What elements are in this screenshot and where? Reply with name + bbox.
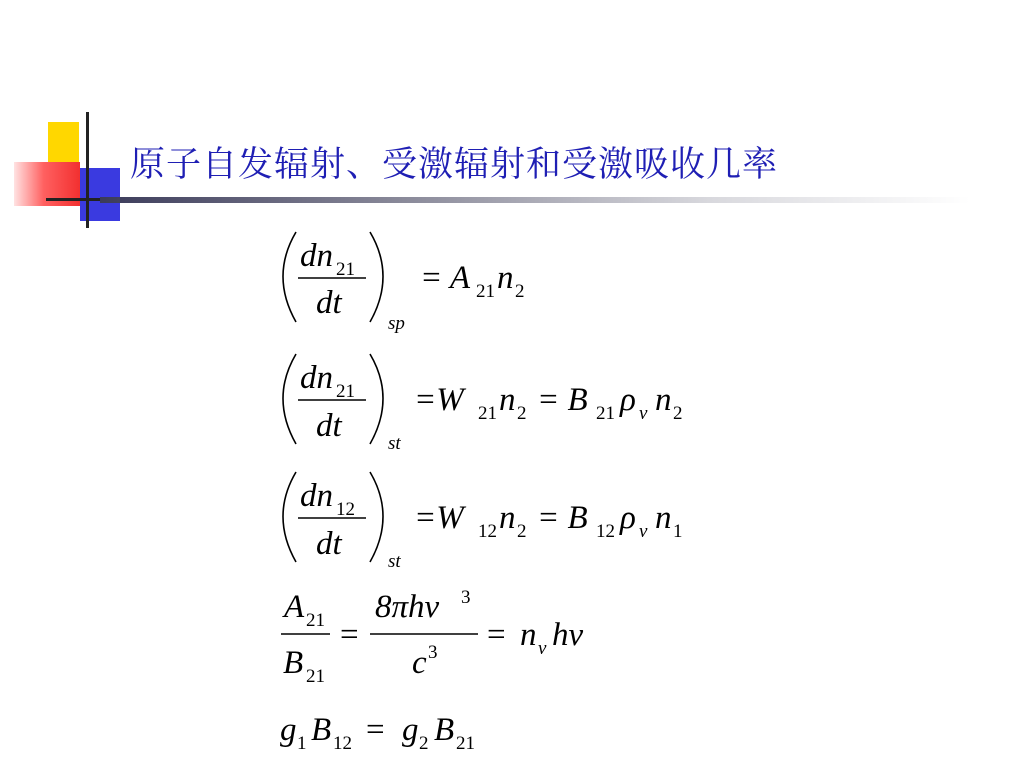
g1: g <box>280 712 297 748</box>
denominator-dt: dt <box>316 526 342 562</box>
subscript-st: st <box>388 551 401 572</box>
numerator-dn: dn <box>300 360 333 396</box>
slide-title: 原子自发辐射、受激辐射和受激吸收几率 <box>130 145 779 185</box>
denominator-B: B <box>283 645 304 681</box>
equation-stimulated-emission <box>283 354 683 454</box>
rhs-W-subscript: 21 <box>478 403 497 424</box>
left-paren <box>283 472 296 562</box>
numerator-A: A <box>284 589 305 625</box>
numerator-superscript: 3 <box>461 587 471 608</box>
B21: B <box>434 712 455 748</box>
rhs-n: n <box>499 500 516 536</box>
denominator-c: c <box>412 645 427 681</box>
B12-subscript: 12 <box>333 733 352 754</box>
rhs-B-subscript: 12 <box>596 521 615 542</box>
rhs-n1: n <box>655 500 672 536</box>
rhs-n: n <box>520 617 537 653</box>
rhs-W-subscript: 12 <box>478 521 497 542</box>
rhs-n-subscript: 2 <box>515 281 525 302</box>
B21-subscript: 21 <box>456 733 475 754</box>
rhs-B-subscript: 21 <box>596 403 615 424</box>
left-paren <box>283 232 296 322</box>
rhs-W: =W <box>414 382 464 418</box>
rho-symbol: ρ <box>620 500 636 536</box>
equation-stimulated-absorption <box>283 472 683 572</box>
right-paren <box>370 232 383 322</box>
subscript-sp: sp <box>388 313 405 334</box>
rhs-n: n <box>497 260 514 296</box>
rhs-nu-subscript: ν <box>538 638 547 659</box>
equals-sign-2: = <box>487 617 506 653</box>
rhs-B: = B <box>537 500 588 536</box>
rhs-n: n <box>499 382 516 418</box>
rhs-n2-subscript: 2 <box>673 403 683 424</box>
numerator-dn: dn <box>300 238 333 274</box>
rhs-hv: hν <box>552 617 584 653</box>
numerator-subscript: 12 <box>336 499 355 520</box>
B12: B <box>311 712 332 748</box>
rhs-n-subscript: 2 <box>517 521 527 542</box>
numerator-8pihv: 8πhν <box>375 589 440 625</box>
numerator-dn: dn <box>300 478 333 514</box>
equation-spontaneous-emission <box>283 232 525 334</box>
denominator-dt: dt <box>316 285 342 321</box>
rhs-B: = B <box>537 382 588 418</box>
equals-sign-1: = <box>340 617 359 653</box>
right-paren <box>370 354 383 444</box>
equation-degeneracy-relation <box>280 712 475 754</box>
numerator-A-subscript: 21 <box>306 610 325 631</box>
rhs-n-subscript: 2 <box>517 403 527 424</box>
equals-sign: = <box>366 712 385 748</box>
left-paren <box>283 354 296 444</box>
denominator-B-subscript: 21 <box>306 666 325 687</box>
rhs-W: =W <box>414 500 464 536</box>
right-paren <box>370 472 383 562</box>
rho-symbol: ρ <box>620 382 636 418</box>
subscript-st: st <box>388 433 401 454</box>
g1-subscript: 1 <box>297 733 307 754</box>
nu-subscript: ν <box>639 521 648 542</box>
numerator-subscript: 21 <box>336 259 355 280</box>
g2: g <box>402 712 419 748</box>
rhs-n1-subscript: 1 <box>673 521 683 542</box>
denominator-dt: dt <box>316 408 342 444</box>
g2-subscript: 2 <box>419 733 429 754</box>
equation-einstein-relation <box>281 587 584 687</box>
denominator-superscript: 3 <box>428 642 438 663</box>
numerator-subscript: 21 <box>336 381 355 402</box>
rhs-A: = A <box>420 260 471 296</box>
rhs-A-subscript: 21 <box>476 281 495 302</box>
rhs-n2: n <box>655 382 672 418</box>
nu-subscript: ν <box>639 403 648 424</box>
